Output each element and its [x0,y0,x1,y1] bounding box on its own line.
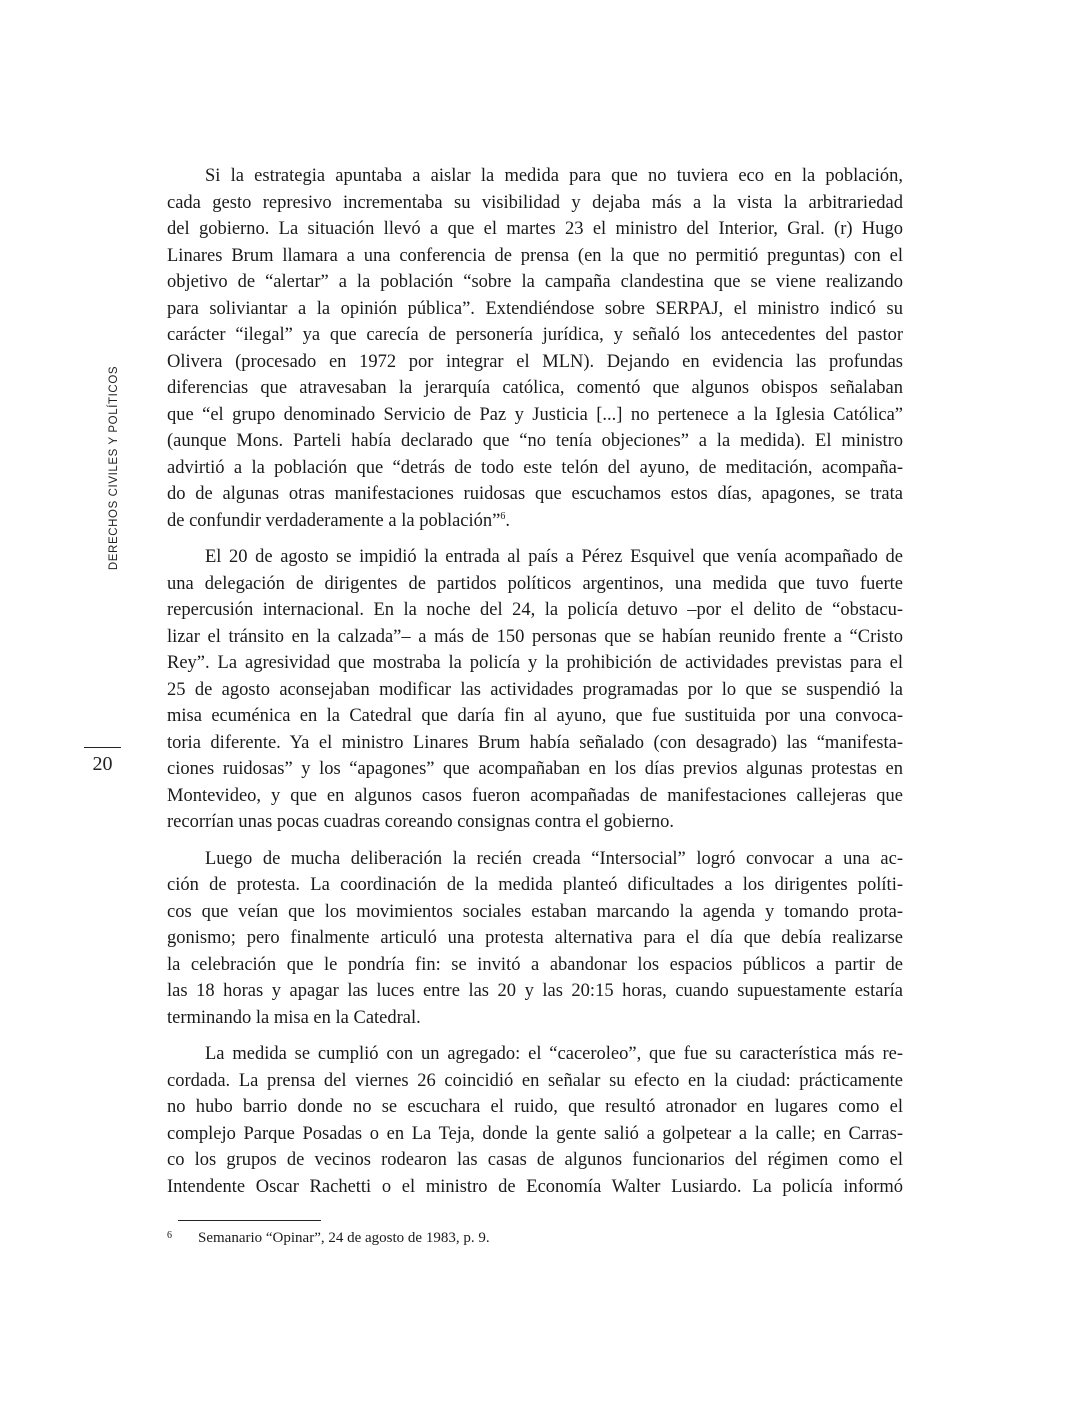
text-line: cordada. La prensa del viernes 26 coincidió en señalar su efecto en la ciudad: prácticamente [167,1070,903,1091]
text-line: Linares Brum llamara a una conferencia de prensa (en la que no permitió preguntas) con el [167,245,903,266]
text-line: recorrían unas pocas cuadras coreando consignas contra el gobierno. [167,812,674,832]
footnote-mark: 6 [167,1230,172,1241]
page-number: 20 [92,753,113,775]
text-line: una delegación de dirigentes de partidos políticos argentinos, una medida que tuvo fuerte [167,573,903,594]
text-line: advirtió a la población que “detrás de todo este telón del ayuno, de meditación, acompaña- [167,457,903,478]
text-line: cos que veían que los movimientos sociales estaban marcando la agenda y tomando prota- [167,901,903,922]
text-line: repercusión internacional. En la noche del 24, la policía detuvo –por el delito de “obstacu- [167,600,903,620]
text-line: Si la estrategia apuntaba a aislar la medida para que no tuviera eco en la población, [205,166,903,186]
text-line: diferencias que atravesaban la jerarquía católica, comentó que algunos obispos señalaban [167,378,903,398]
text-line-content: de confundir verdaderamente a la población” [167,510,501,531]
text-line: para soliviantar a la opinión pública”. Extendiéndose sobre SERPAJ, el ministro indicó su [167,298,903,319]
body-text [167,163,903,1210]
text-line-tail: . [505,510,510,531]
page-number-rule [84,747,121,748]
footnote-reference: 6 [500,510,506,522]
text-line [167,508,903,535]
text-line: carácter “ilegal” ya que carecía de personería jurídica, y señaló los antecedentes del pastor [167,325,903,345]
text-line: co los grupos de vecinos rodearon las casas de algunos funcionarios del régimen como el [167,1150,903,1170]
paragraph-3 [167,846,903,1032]
paragraph-4 [167,1041,903,1200]
text-line: La medida se cumplió con un agregado: el “caceroleo”, que fue su característica más re- [205,1044,903,1064]
footnote-text: Semanario “Opinar”, 24 de agosto de 1983, p. 9. [198,1230,490,1246]
text-line: Montevideo, y que en algunos casos fueron acompañadas de manifestaciones callejeras que [167,785,903,806]
text-line: gonismo; pero finalmente articuló una protesta alternativa para el día que debía realizarse [167,928,903,948]
text-line: toria diferente. Ya el ministro Linares Brum había señalado (con desagrado) las “manifesta- [167,732,903,753]
text-line: 25 de agosto aconsejaban modificar las actividades programadas por lo que se suspendió la [167,679,903,700]
paragraph-1 [167,163,903,534]
text-line: terminando la misa en la Catedral. [167,1007,421,1028]
text-line: Olivera (procesado en 1972 por integrar el MLN). Dejando en evidencia las profundas [167,351,903,372]
text-line: Rey”. La agresividad que mostraba la policía y la prohibición de actividades previstas para el [167,653,903,673]
text-line: cada gesto represivo incrementaba su visibilidad y dejaba más a la vista la arbitrariedad [167,192,903,213]
running-head [104,365,124,571]
text-line: lizar el tránsito en la calzada”– a más de 150 personas que se habían reunido frente a “Cristo [167,626,903,647]
text-line: la celebración que le pondría fin: se invitó a abandonar los espacios públicos a partir de [167,954,903,975]
footnote-separator [178,1220,321,1221]
text-line: El 20 de agosto se impidió la entrada al país a Pérez Esquivel que venía acompañado de [205,547,903,567]
paragraph-2 [167,544,903,836]
text-line: Intendente Oscar Rachetti o el ministro de Economía Walter Lusiardo. La policía informó [167,1176,903,1197]
text-line: misa ecuménica en la Catedral que daría fin al ayuno, que fue sustituida por una convoca- [167,706,903,726]
text-line: Luego de mucha deliberación la recién creada “Intersocial” logró convocar a una ac- [205,848,903,869]
text-line: ciones ruidosas” y los “apagones” que acompañaban en los días previos algunas protestas en [167,759,903,779]
text-line: complejo Parque Posadas o en La Teja, donde la gente salió a golpetear a la calle; en Carras- [167,1123,903,1144]
text-line: objetivo de “alertar” a la población “sobre la campaña clandestina que se viene realizando [167,272,903,292]
text-line: no hubo barrio donde no se escuchara el ruido, que resultó atronador en lugares como el [167,1097,903,1117]
text-line: que “el grupo denominado Servicio de Paz y Justicia [...] no pertenece a la Iglesia Católica” [167,404,903,425]
text-line: ción de protesta. La coordinación de la medida planteó dificultades a los dirigentes políti- [167,875,903,895]
text-line: del gobierno. La situación llevó a que el martes 23 el ministro del Interior, Gral. (r) Hugo [167,219,903,239]
text-line: do de algunas otras manifestaciones ruidosas que escuchamos estos días, apagones, se trata [167,484,903,504]
text-line: las 18 horas y apagar las luces entre las 20 y las 20:15 horas, cuando supuestamente estaría [167,981,903,1001]
running-head-text: DERECHOS CIVILES Y POLÍTICOS [108,365,120,571]
text-line: (aunque Mons. Parteli había declarado que “no tenía objeciones” a la medida). El ministro [167,431,903,451]
